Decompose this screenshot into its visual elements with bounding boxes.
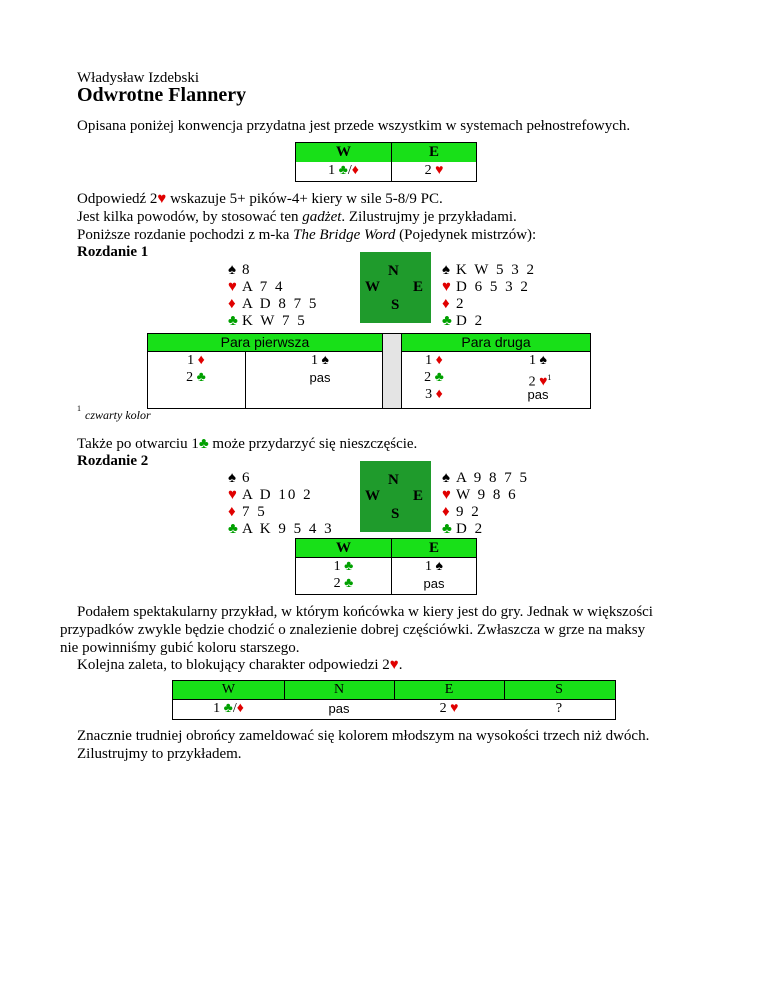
pair2-header: Para druga (461, 334, 531, 350)
bid-level: 1 (529, 353, 537, 368)
bid-cell: pas (423, 576, 445, 591)
para1-line1 (77, 190, 443, 208)
intro-text: Opisana poniżej konwencja przydatna jest przede wszystkim w systemach pełnostrefowych. (77, 118, 631, 134)
compass-rose (360, 252, 431, 323)
spades: K W 5 3 2 (456, 262, 536, 278)
club-icon: ♣ (442, 313, 452, 329)
footnote-number: 1 (77, 404, 81, 413)
slash: / (232, 701, 237, 716)
gap-column (382, 334, 402, 408)
header-e: E (444, 682, 454, 697)
diamond-icon: ♦ (228, 296, 236, 312)
bid-table-2 (295, 538, 477, 595)
slash: / (347, 163, 352, 178)
pair1-header: Para pierwsza (220, 334, 310, 350)
club-icon: ♣ (223, 701, 233, 716)
bid-cell (300, 353, 340, 369)
heart-icon: ♥ (450, 701, 459, 716)
bid-cell (392, 559, 476, 575)
east-label: E (413, 488, 424, 504)
clubs: D 2 (456, 313, 485, 329)
heart-icon: ♥ (157, 191, 167, 207)
bid-cell (518, 353, 558, 369)
bid-level: 1 (425, 559, 433, 574)
bid-w (173, 701, 284, 717)
bid-table-pairs (147, 333, 591, 409)
bid-level: 1 (213, 701, 224, 716)
emphasis: gadżet (302, 209, 342, 225)
bid-cell: pas (309, 370, 331, 385)
spade-icon: ♠ (435, 559, 443, 574)
heart-icon: ♥ (442, 279, 451, 295)
bid-level: 2 (528, 374, 536, 390)
west-label: W (365, 279, 380, 295)
para1-line2 (77, 208, 517, 226)
club-icon: ♣ (344, 576, 354, 591)
bid-e (394, 701, 504, 717)
text: może przydarzyć się nieszczęście. (208, 436, 418, 452)
diamonds: A D 8 7 5 (242, 296, 319, 312)
footnote-text: czwarty kolor (85, 408, 151, 422)
spade-icon: ♠ (539, 353, 547, 368)
club-icon: ♣ (442, 521, 452, 537)
club-icon: ♣ (434, 370, 444, 385)
heart-icon: ♥ (389, 657, 399, 673)
header-s: S (555, 682, 563, 697)
bid-cell: pas (527, 387, 549, 402)
text: Jest kilka powodów, by stosować ten (77, 209, 303, 225)
bid-level: 1 (187, 353, 195, 368)
spade-icon: ♠ (442, 470, 450, 486)
diamond-icon: ♦ (442, 296, 450, 312)
bid-cell (414, 387, 454, 403)
clubs: D 2 (456, 521, 485, 537)
south-label: S (391, 506, 400, 522)
diamonds: 9 2 (456, 504, 481, 520)
spade-icon: ♠ (228, 470, 236, 486)
bid-level: 2 (424, 370, 432, 385)
para3-line3: nie powinniśmy gubić koloru starszego. (60, 640, 300, 656)
para4-line1: Znacznie trudniej obrońcy zameldować się kolorem młodszym na wysokości trzech niż dwóch. (77, 728, 650, 744)
bid-cell (414, 353, 454, 369)
diamond-icon: ♦ (351, 163, 359, 178)
footnote-ref: 1 (547, 373, 552, 382)
bid-cell (176, 353, 216, 369)
para3-line1: Podałem spektakularny przykład, w którym końcówka w kiery jest do gry. Jednak w większości (77, 604, 653, 620)
bid-w (296, 163, 391, 179)
page-title: Odwrotne Flannery (77, 84, 247, 106)
header-w: W (336, 144, 351, 160)
east-label: E (413, 279, 424, 295)
club-icon: ♣ (338, 163, 348, 178)
diamond-icon: ♦ (228, 504, 236, 520)
club-icon: ♣ (228, 521, 238, 537)
divider (402, 351, 590, 352)
heart-icon: ♥ (539, 374, 548, 390)
emphasis: The Bridge Word (293, 227, 396, 243)
para2-line1 (77, 435, 417, 453)
bid-level: 1 (311, 353, 319, 368)
para4-line2: Zilustrujmy to przykładem. (77, 746, 242, 762)
spades: A 9 8 7 5 (456, 470, 530, 486)
bid-s: ? (555, 701, 563, 716)
header-e: E (428, 144, 439, 160)
diamond-icon: ♦ (236, 701, 244, 716)
header-w: W (336, 540, 351, 556)
header-e: E (428, 540, 439, 556)
bid-level: 3 (425, 387, 433, 402)
compass-rose (360, 461, 431, 532)
clubs: A K 9 5 4 3 (242, 521, 334, 537)
deal2-west-hand (228, 470, 334, 538)
diamond-icon: ♦ (442, 504, 450, 520)
divider (245, 351, 246, 408)
diamonds: 2 (456, 296, 466, 312)
bid-n: pas (328, 701, 350, 716)
spade-icon: ♠ (228, 262, 236, 278)
text: Poniższe rozdanie pochodzi z m-ka (77, 227, 294, 243)
heart-icon: ♥ (228, 279, 237, 295)
diamond-icon: ♦ (197, 353, 205, 368)
bid-e (392, 163, 476, 179)
text: wskazuje 5+ pików-4+ kiery w sile 5-8/9 PC. (166, 191, 443, 207)
bid-level: 2 (186, 370, 194, 385)
bid-table-1 (295, 142, 477, 182)
author-name: Władysław Izdebski (77, 70, 200, 86)
hearts: A D 10 2 (242, 487, 313, 503)
bid-cell (414, 370, 454, 386)
south-label: S (391, 297, 400, 313)
bid-level: 2 (333, 576, 341, 591)
hearts: A 7 4 (242, 279, 285, 295)
text: (Pojedynek mistrzów): (395, 227, 537, 243)
heart-icon: ♥ (228, 487, 237, 503)
spade-icon: ♠ (321, 353, 329, 368)
clubs: K W 7 5 (242, 313, 307, 329)
hearts: D 6 5 3 2 (456, 279, 530, 295)
divider (296, 557, 476, 558)
text: Kolejna zaleta, to blokujący charakter odpowiedzi 2 (77, 657, 390, 673)
north-label: N (388, 472, 399, 488)
header-n: N (333, 682, 345, 697)
diamonds: 7 5 (242, 504, 267, 520)
text: . (398, 657, 403, 673)
deal-label-1: Rozdanie 1 (77, 244, 149, 260)
north-label: N (388, 263, 399, 279)
club-icon: ♣ (196, 370, 206, 385)
hearts: W 9 8 6 (456, 487, 518, 503)
bid-level: 2 (439, 701, 451, 716)
para3-line2: przypadków zwykle będzie chodzić o znalezienie dobrej częściówki. Zwłaszcza w grze na maksy (60, 622, 646, 638)
text: Także po otwarciu 1 (77, 436, 199, 452)
deal2-east-hand (442, 470, 529, 538)
bid-level: 1 (333, 559, 341, 574)
spade-icon: ♠ (442, 262, 450, 278)
club-icon: ♣ (228, 313, 238, 329)
heart-icon: ♥ (435, 163, 444, 178)
bid-table-3 (172, 680, 616, 720)
bid-cell (296, 559, 391, 575)
spades: 8 (242, 262, 252, 278)
deal1-west-hand (228, 262, 318, 330)
deal-label-2: Rozdanie 2 (77, 453, 149, 469)
text: Odpowiedź 2 (77, 191, 158, 207)
club-icon: ♣ (198, 436, 209, 452)
divider (173, 699, 615, 700)
club-icon: ♣ (344, 559, 354, 574)
diamond-icon: ♦ (435, 353, 443, 368)
bid-level: 2 (424, 163, 436, 178)
spades: 6 (242, 470, 252, 486)
bid-cell (296, 576, 391, 592)
heart-icon: ♥ (442, 487, 451, 503)
header-w: W (221, 682, 236, 697)
diamond-icon: ♦ (435, 387, 443, 402)
text: . Zilustrujmy je przykładami. (341, 209, 517, 225)
divider (148, 351, 382, 352)
para3-line4 (77, 656, 402, 674)
deal1-east-hand (442, 262, 536, 330)
bid-level: 1 (328, 163, 339, 178)
bid-cell (176, 370, 216, 386)
bid-level: 1 (425, 353, 433, 368)
west-label: W (365, 488, 380, 504)
para1-line3 (77, 226, 536, 244)
